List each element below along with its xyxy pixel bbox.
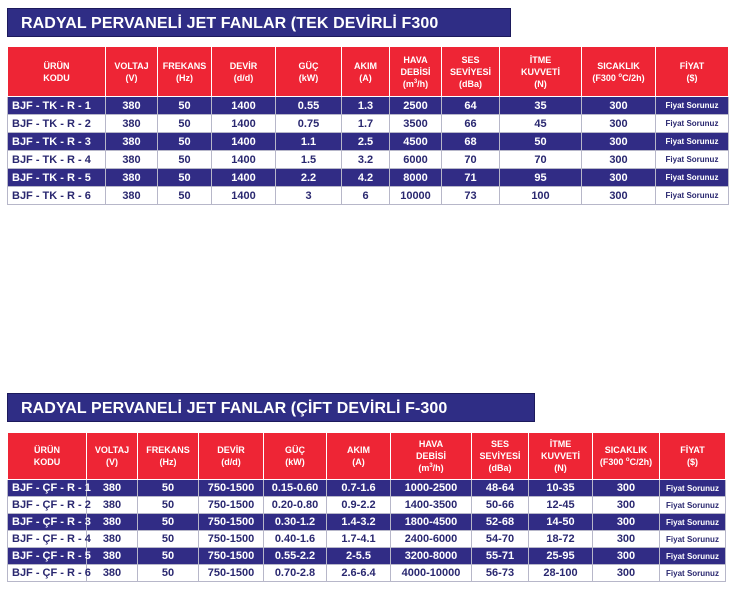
cell-temperature: 300 — [593, 480, 660, 497]
cell-temperature: 300 — [593, 548, 660, 565]
col-header-price: FİYAT ($) — [660, 433, 726, 480]
table-row — [8, 169, 729, 187]
cell-speed: 1400 — [212, 97, 276, 115]
cell-speed: 1400 — [212, 115, 276, 133]
cell-price: Fiyat Sorunuz — [660, 531, 726, 548]
cell-temperature: 300 — [582, 187, 656, 205]
col-header-temperature: SICAKLIK (F300 $^o$C/2h) — [593, 433, 660, 480]
cell-sound-level: 70 — [442, 151, 500, 169]
cell-speed: 750-1500 — [199, 514, 264, 531]
cell-power: 0.15-0.60 — [264, 480, 327, 497]
cell-voltage: 380 — [106, 115, 158, 133]
cell-sound-level: 55-71 — [472, 548, 529, 565]
cell-sound-level: 66 — [442, 115, 500, 133]
cell-voltage: 380 — [87, 497, 138, 514]
cell-speed: 750-1500 — [199, 531, 264, 548]
cell-temperature: 300 — [593, 531, 660, 548]
col-header-airflow: HAVA DEBİSİ $(m^3/h)$ — [391, 433, 472, 480]
cell-product-code: BJF - ÇF - R - 3 — [8, 514, 87, 531]
cell-price: Fiyat Sorunuz — [656, 169, 729, 187]
col-header-current: AKIM (A) — [327, 433, 391, 480]
cell-product-code: BJF - ÇF - R - 5 — [8, 548, 87, 565]
col-header-power: GÜÇ (kW) — [276, 47, 342, 97]
col-header-thrust: İTME KUVVETİ (N) — [500, 47, 582, 97]
cell-current: 2.5 — [342, 133, 390, 151]
cell-speed: 1400 — [212, 169, 276, 187]
cell-current: 1.7 — [342, 115, 390, 133]
cell-temperature: 300 — [582, 133, 656, 151]
cell-thrust: 18-72 — [529, 531, 593, 548]
cell-power: 2.2 — [276, 169, 342, 187]
cell-thrust: 50 — [500, 133, 582, 151]
col-header-sound-level: SES SEVİYESİ (dBa) — [442, 47, 500, 97]
cell-frequency: 50 — [138, 514, 199, 531]
cell-price: Fiyat Sorunuz — [656, 115, 729, 133]
cell-airflow: 8000 — [390, 169, 442, 187]
cell-speed: 750-1500 — [199, 480, 264, 497]
col-header-power: GÜÇ (kW) — [264, 433, 327, 480]
cell-thrust: 10-35 — [529, 480, 593, 497]
col-header-voltage: VOLTAJ (V) — [87, 433, 138, 480]
cell-voltage: 380 — [106, 133, 158, 151]
table-row — [8, 151, 729, 169]
cell-current: 2-5.5 — [327, 548, 391, 565]
cell-power: 1.1 — [276, 133, 342, 151]
cell-thrust: 35 — [500, 97, 582, 115]
cell-airflow: 2400-6000 — [391, 531, 472, 548]
cell-frequency: 50 — [158, 151, 212, 169]
cell-current: 4.2 — [342, 169, 390, 187]
cell-power: 0.55-2.2 — [264, 548, 327, 565]
col-header-airflow: HAVA DEBİSİ $(m^3/h)$ — [390, 47, 442, 97]
cell-airflow: 3500 — [390, 115, 442, 133]
cell-voltage: 380 — [87, 548, 138, 565]
table-row — [8, 497, 726, 514]
col-header-speed: DEVİR (d/d) — [199, 433, 264, 480]
cell-airflow: 1800-4500 — [391, 514, 472, 531]
cell-product-code: BJF - ÇF - R - 4 — [8, 531, 87, 548]
cell-airflow: 4000-10000 — [391, 565, 472, 582]
cell-sound-level: 73 — [442, 187, 500, 205]
cell-current: 1.4-3.2 — [327, 514, 391, 531]
table-row — [8, 133, 729, 151]
cell-speed: 750-1500 — [199, 548, 264, 565]
cell-sound-level: 54-70 — [472, 531, 529, 548]
cell-frequency: 50 — [138, 480, 199, 497]
cell-voltage: 380 — [106, 169, 158, 187]
cell-voltage: 380 — [106, 97, 158, 115]
cell-current: 0.9-2.2 — [327, 497, 391, 514]
cell-voltage: 380 — [87, 514, 138, 531]
col-header-voltage: VOLTAJ (V) — [106, 47, 158, 97]
single-speed-section — [0, 0, 719, 202]
cell-sound-level: 64 — [442, 97, 500, 115]
cell-voltage: 380 — [87, 565, 138, 582]
col-header-thrust: İTME KUVVETİ (N) — [529, 433, 593, 480]
cell-thrust: 100 — [500, 187, 582, 205]
cell-thrust: 25-95 — [529, 548, 593, 565]
cell-thrust: 12-45 — [529, 497, 593, 514]
cell-temperature: 300 — [582, 169, 656, 187]
cell-price: Fiyat Sorunuz — [660, 514, 726, 531]
cell-thrust: 70 — [500, 151, 582, 169]
cell-sound-level: 52-68 — [472, 514, 529, 531]
table-row — [8, 531, 726, 548]
cell-speed: 750-1500 — [199, 497, 264, 514]
cell-power: 0.70-2.8 — [264, 565, 327, 582]
cell-speed: 750-1500 — [199, 565, 264, 582]
cell-power: 0.75 — [276, 115, 342, 133]
cell-power: 0.40-1.6 — [264, 531, 327, 548]
cell-power: 0.20-0.80 — [264, 497, 327, 514]
col-header-frequency: FREKANS (Hz) — [158, 47, 212, 97]
cell-current: 1.3 — [342, 97, 390, 115]
cell-sound-level: 71 — [442, 169, 500, 187]
cell-frequency: 50 — [138, 531, 199, 548]
cell-thrust: 14-50 — [529, 514, 593, 531]
cell-price: Fiyat Sorunuz — [660, 565, 726, 582]
cell-airflow: 1400-3500 — [391, 497, 472, 514]
cell-sound-level: 56-73 — [472, 565, 529, 582]
cell-frequency: 50 — [158, 169, 212, 187]
section-title: RADYAL PERVANELİ JET FANLAR (TEK DEVİRLİ F300 — [7, 8, 511, 37]
cell-power: 0.55 — [276, 97, 342, 115]
cell-airflow: 10000 — [390, 187, 442, 205]
cell-airflow: 6000 — [390, 151, 442, 169]
table-row — [8, 97, 729, 115]
cell-airflow: 4500 — [390, 133, 442, 151]
cell-frequency: 50 — [158, 97, 212, 115]
cell-sound-level: 48-64 — [472, 480, 529, 497]
cell-temperature: 300 — [593, 565, 660, 582]
cell-frequency: 50 — [158, 133, 212, 151]
cell-product-code: BJF - TK - R - 4 — [8, 151, 106, 169]
col-header-current: AKIM (A) — [342, 47, 390, 97]
cell-current: 1.7-4.1 — [327, 531, 391, 548]
cell-voltage: 380 — [106, 187, 158, 205]
cell-product-code: BJF - TK - R - 6 — [8, 187, 106, 205]
cell-current: 0.7-1.6 — [327, 480, 391, 497]
cell-power: 1.5 — [276, 151, 342, 169]
header-row — [8, 433, 726, 480]
table-row — [8, 548, 726, 565]
cell-price: Fiyat Sorunuz — [660, 548, 726, 565]
header-row — [8, 47, 729, 97]
cell-voltage: 380 — [87, 531, 138, 548]
cell-current: 2.6-6.4 — [327, 565, 391, 582]
cell-temperature: 300 — [582, 115, 656, 133]
cell-current: 3.2 — [342, 151, 390, 169]
cell-thrust: 28-100 — [529, 565, 593, 582]
cell-speed: 1400 — [212, 133, 276, 151]
cell-price: Fiyat Sorunuz — [660, 497, 726, 514]
cell-price: Fiyat Sorunuz — [656, 97, 729, 115]
cell-sound-level: 68 — [442, 133, 500, 151]
section-title: RADYAL PERVANELİ JET FANLAR (ÇİFT DEVİRLİ F-300 — [7, 393, 535, 422]
cell-sound-level: 50-66 — [472, 497, 529, 514]
cell-product-code: BJF - ÇF - R - 1 — [8, 480, 87, 497]
cell-product-code: BJF - TK - R - 2 — [8, 115, 106, 133]
cell-frequency: 50 — [138, 497, 199, 514]
cell-speed: 1400 — [212, 187, 276, 205]
cell-price: Fiyat Sorunuz — [660, 480, 726, 497]
dual-speed-spec-table — [7, 432, 726, 582]
cell-product-code: BJF - TK - R - 3 — [8, 133, 106, 151]
cell-product-code: BJF - TK - R - 1 — [8, 97, 106, 115]
col-header-frequency: FREKANS (Hz) — [138, 433, 199, 480]
cell-speed: 1400 — [212, 151, 276, 169]
cell-power: 0.30-1.2 — [264, 514, 327, 531]
cell-frequency: 50 — [138, 548, 199, 565]
table-row — [8, 187, 729, 205]
cell-product-code: BJF - TK - R - 5 — [8, 169, 106, 187]
cell-product-code: BJF - ÇF - R - 2 — [8, 497, 87, 514]
col-header-speed: DEVİR (d/d) — [212, 47, 276, 97]
cell-product-code: BJF - ÇF - R - 6 — [8, 565, 87, 582]
cell-price: Fiyat Sorunuz — [656, 187, 729, 205]
col-header-price: FİYAT ($) — [656, 47, 729, 97]
cell-frequency: 50 — [138, 565, 199, 582]
cell-thrust: 95 — [500, 169, 582, 187]
cell-airflow: 3200-8000 — [391, 548, 472, 565]
cell-current: 6 — [342, 187, 390, 205]
col-header-product-code: ÜRÜN KODU — [8, 47, 106, 97]
col-header-sound-level: SES SEVİYESİ (dBa) — [472, 433, 529, 480]
cell-temperature: 300 — [593, 497, 660, 514]
table-row — [8, 514, 726, 531]
cell-power: 3 — [276, 187, 342, 205]
table-row — [8, 565, 726, 582]
cell-temperature: 300 — [582, 97, 656, 115]
cell-thrust: 45 — [500, 115, 582, 133]
table-row — [8, 115, 729, 133]
col-header-product-code: ÜRÜN KODU — [8, 433, 87, 480]
col-header-temperature: SICAKLIK (F300 $^o$C/2h) — [582, 47, 656, 97]
cell-temperature: 300 — [582, 151, 656, 169]
cell-airflow: 1000-2500 — [391, 480, 472, 497]
cell-voltage: 380 — [87, 480, 138, 497]
cell-frequency: 50 — [158, 115, 212, 133]
cell-airflow: 2500 — [390, 97, 442, 115]
cell-price: Fiyat Sorunuz — [656, 133, 729, 151]
cell-frequency: 50 — [158, 187, 212, 205]
cell-voltage: 380 — [106, 151, 158, 169]
single-speed-spec-table — [7, 46, 729, 205]
cell-temperature: 300 — [593, 514, 660, 531]
cell-price: Fiyat Sorunuz — [656, 151, 729, 169]
table-row — [8, 480, 726, 497]
dual-speed-section — [0, 393, 719, 579]
